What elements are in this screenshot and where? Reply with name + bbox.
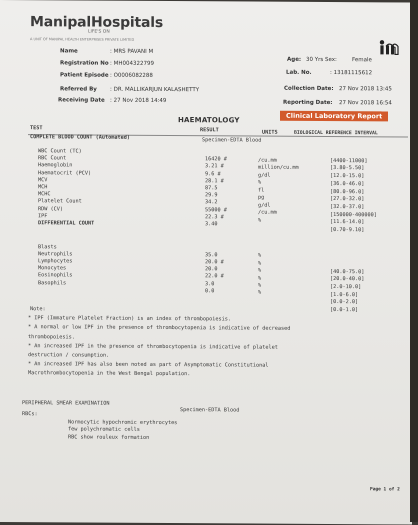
background-shadow: [410, 0, 418, 522]
diff-test-name: Lymphocytes: [38, 258, 73, 265]
note-line: * IPF (Immature Platelet Fraction) is an index of thrombopoiesis.: [28, 315, 232, 323]
cbc-specimen: Specimen-EDTA Blood: [202, 137, 262, 144]
department-title: HAEMATOLOGY: [178, 116, 240, 125]
diff-reference-interval: [2.0-10.0]: [330, 284, 362, 291]
cbc-result-value: 16420 #: [205, 156, 227, 163]
smear-finding-line: RBC show rouleux formation: [68, 434, 150, 441]
diff-result-value: 3.0: [205, 280, 215, 287]
diff-unit: %: [258, 275, 262, 282]
cbc-unit: g/dl: [258, 202, 271, 209]
lab-no-label: Lab. No.: [286, 69, 312, 76]
cbc-unit: %: [258, 217, 262, 224]
diff-unit: %: [258, 252, 262, 259]
smear-finding-line: few polychromatic cells: [68, 426, 140, 434]
receiving-label: Receiving Date: [58, 97, 105, 104]
sex-value: Female: [352, 57, 372, 64]
col-reference: BIOLOGICAL REFERENCE INTERVAL: [294, 130, 378, 137]
smear-title: PERIPHERAL SMEAR EXAMINATION: [22, 400, 110, 407]
diff-unit: %: [258, 260, 262, 267]
cbc-test-name: RDW (CV): [38, 205, 63, 212]
cbc-unit: g/dl: [258, 172, 271, 179]
note-line: * A normal or low IPF in the presence of thrombocytopenia is indicative of decreased: [28, 324, 291, 333]
cbc-result-value: 3.21 #: [205, 163, 224, 170]
cbc-reference-interval: [11.6-14.0]: [330, 219, 365, 226]
cbc-result-value: 3.40: [205, 221, 218, 228]
note-line: * An increased IPF has also been noted as part of Asymptomatic Constitutional: [28, 361, 269, 369]
hospital-logo-text: ManipalHospitals: [30, 14, 163, 31]
smear-specimen: Specimen-EDTA Blood: [180, 407, 240, 414]
diff-result-value: 35.0: [205, 252, 218, 259]
note-heading: Note:: [30, 306, 46, 313]
cbc-test-name: WBC Count (TC): [38, 148, 82, 155]
age-label: Age:: [287, 56, 302, 63]
cbc-unit: %: [258, 179, 262, 186]
col-result: RESULT: [200, 127, 219, 134]
note-line: * An increased IPF in the presence of thrombocytopenia is indicative of platelet: [28, 342, 278, 351]
cbc-reference-interval: [27.0-32.0]: [330, 196, 365, 203]
diff-test-name: Blasts: [38, 244, 57, 251]
referred-label: Referred By: [60, 86, 97, 93]
cbc-reference-interval: [12.0-15.0]: [330, 173, 365, 180]
cbc-unit: /cu.mm: [258, 209, 277, 216]
cbc-result-value: 9.6 #: [205, 170, 221, 177]
rbc-label: RBCs:: [22, 411, 38, 418]
diff-unit: %: [258, 289, 262, 296]
note-line: Macrothrombocytopenia in the West Bengal population.: [28, 370, 191, 378]
cbc-reference-interval: [36.0-46.0]: [330, 180, 365, 188]
referred-value: : DR. MALLIKARJUN KALASHETTY: [110, 86, 200, 94]
collection-date-value: 27 Nov 2018 13:45: [339, 86, 392, 93]
cbc-reference-interval: [32.0-37.0]: [330, 203, 365, 211]
diff-test-name: Neutrophils: [38, 251, 73, 258]
cbc-test-name: RBC Count: [38, 155, 67, 162]
age-value: 30 Yrs Sex:: [306, 56, 337, 64]
cbc-unit: million/cu.mm: [258, 164, 299, 171]
hospital-tagline: LIFE'S ON: [88, 29, 110, 35]
note-line: thrombopoiesis.: [28, 333, 75, 341]
cbc-unit: pg: [258, 194, 265, 201]
diff-result-value: 22.0 #: [205, 273, 224, 280]
receiving-value: : 27 Nov 2018 14:49: [110, 97, 167, 105]
col-test: TEST: [30, 125, 43, 132]
note-line: destruction / consumption.: [28, 352, 110, 359]
diff-result-value: 0.0: [205, 287, 215, 294]
cbc-test-name: IPF: [38, 213, 48, 220]
cbc-result-value: 28.1 #: [205, 178, 224, 185]
cbc-result-value: 55000 #: [205, 206, 227, 213]
manipal-m-logo-icon-svg: [378, 39, 400, 55]
diff-result-value: 20.0 #: [205, 259, 224, 266]
manipal-m-logo-icon: [378, 36, 400, 60]
registration-label: Registration No: [60, 60, 109, 67]
cbc-reference-interval: [0.70-9.10]: [330, 227, 365, 234]
cbc-test-name: MCV: [38, 177, 48, 184]
registration-value: : MH004322799: [110, 60, 154, 67]
cbc-result-value: 34.2: [205, 199, 218, 206]
diff-result-value: 20.0: [205, 266, 218, 273]
diff-reference-interval: [20.0-40.0]: [330, 276, 365, 283]
reporting-date-label: Reporting Date:: [283, 99, 333, 107]
lab-no-value: : 13181115612: [330, 70, 373, 77]
page-number: Page 1 of 2: [370, 487, 400, 493]
cbc-reference-interval: [80.0-96.0]: [330, 188, 365, 195]
col-units: UNITS: [262, 129, 278, 136]
collection-date-label: Collection Date:: [284, 85, 334, 93]
cbc-test-name: MCH: [38, 184, 48, 191]
cbc-test-name: MCHC: [38, 191, 51, 198]
name-label: Name: [60, 48, 78, 55]
cbc-test-name: DIFFERENTIAL COUNT: [38, 220, 95, 227]
cbc-reference-interval: [150000-400000]: [330, 211, 377, 218]
cbc-unit: /cu.mm: [258, 157, 277, 164]
diff-unit: %: [258, 267, 262, 274]
diff-reference-interval: [0.0-1.0]: [330, 306, 359, 313]
diff-test-name: Eosinophils: [38, 272, 73, 279]
diff-reference-interval: [0.0-2.0]: [330, 299, 359, 306]
cbc-unit: fl: [258, 187, 265, 194]
episode-label: Patient Episode: [60, 72, 109, 79]
cbc-reference-interval: [3.80-5.50]: [330, 165, 365, 172]
diff-reference-interval: [1.0-6.0]: [330, 291, 359, 298]
cbc-reference-interval: [4400-11000]: [330, 157, 368, 164]
diff-unit: %: [258, 282, 262, 289]
cbc-test-name: Haemoglobin: [38, 162, 73, 169]
report-type-badge: Clinical Laboratory Report: [280, 111, 388, 122]
cbc-result-value: 87.5: [205, 185, 218, 192]
reporting-date-value: 27 Nov 2018 16:54: [339, 100, 392, 107]
cbc-test-name: Haematocrit (PCV): [38, 169, 92, 177]
diff-test-name: Basophils: [38, 279, 67, 286]
episode-value: : O0006082288: [110, 72, 153, 79]
cbc-result-value: 22.3 #: [205, 214, 224, 221]
hospital-address: A UNIT OF MANIPAL HEALTH ENTERPRISES PRIVATE LIMITED: [30, 37, 135, 42]
diff-reference-interval: [40.0-75.0]: [330, 268, 365, 276]
name-value: : MRS PAVANI M: [110, 48, 154, 55]
smear-finding-line: Normocytic hypochromic erythrocytes: [68, 419, 178, 427]
cbc-test-name: Platelet Count: [38, 198, 82, 205]
diff-test-name: Monocytes: [38, 265, 67, 272]
cbc-section-title: COMPLETE BLOOD COUNT (Automated): [30, 134, 130, 141]
cbc-result-value: 29.9: [205, 192, 218, 199]
